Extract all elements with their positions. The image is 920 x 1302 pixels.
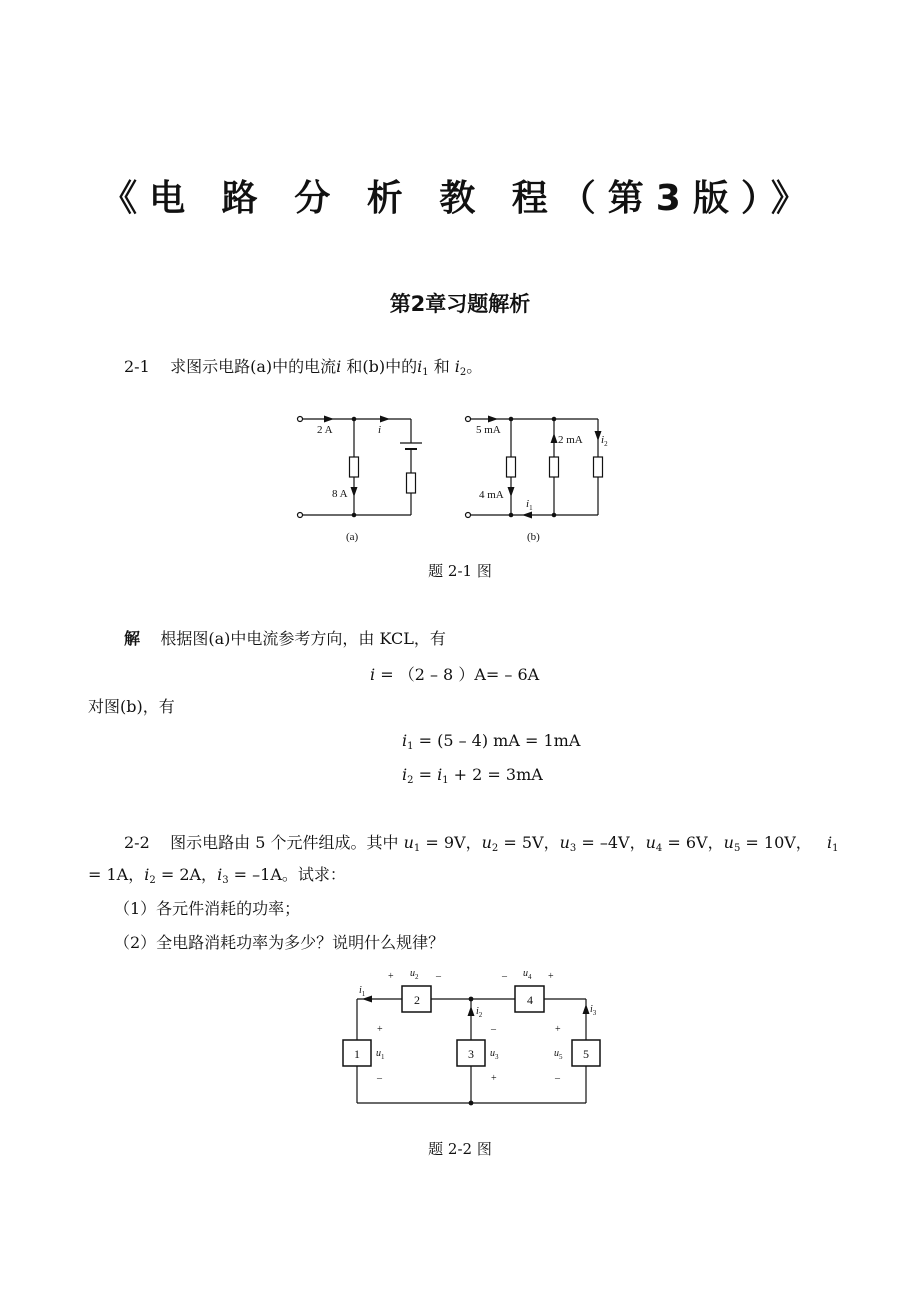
solution-label: 解 [124,629,141,648]
current-arrow [551,433,558,443]
terminal-node [466,513,471,518]
resistor [407,473,416,493]
element-label-2: 2 [414,993,420,1007]
figure-caption: 题 2-1 图 [428,562,492,580]
equation-2: $i_1 = (5 - 4)$ mA = 1mA [402,731,581,752]
document-title: 《电 路 分 析 教 程（第3版）》 [101,178,819,219]
current-arrow [380,416,390,423]
question-1: （1）各元件消耗的功率； [114,899,301,918]
label-2mA: 2 mA [558,434,583,446]
plus-sign: + [491,1073,497,1084]
figure-caption: 题 2-2 图 [428,1140,492,1158]
resistor [594,457,603,477]
current-arrow [351,487,358,497]
problem-text: 和(b)中的 [346,357,418,376]
label-2A: 2 A [317,424,333,436]
label-4mA: 4 mA [479,489,504,501]
solution-intro [124,629,446,649]
label-u3: $u_3$ [490,1048,499,1061]
question-2: （2）全电路消耗功率为多少？说明什么规律？ [114,933,445,952]
label-u1: $u_1$ [376,1048,385,1061]
current-arrow [522,512,532,519]
circuit-figure-2-1 [290,405,620,550]
label-8A: 8 A [332,488,348,500]
plus-sign: + [388,971,394,982]
label-i1: $i_1$ [359,985,366,998]
problem-number: 2-1 [124,357,150,376]
element-label-3: 3 [468,1047,474,1061]
subscript: 1 [422,367,429,378]
label-u4: $u_4$ [523,968,532,981]
element-label-1: 1 [354,1047,360,1061]
equation-1: i = （2 – 8 ）A= – 6A [370,665,540,684]
current-arrow [468,1006,475,1016]
label-i2: $i_2$ [601,434,608,448]
problem-text: 和 [433,357,450,376]
minus-sign: – [436,971,441,982]
subscript: 2 [459,367,467,378]
current-arrow [583,1004,590,1014]
minus-sign: – [502,971,507,982]
terminal-node [466,417,471,422]
plus-sign: + [377,1024,383,1035]
label-i3: $i_3$ [590,1004,597,1017]
var-i2: i [454,357,460,376]
label-i2: $i_2$ [476,1006,483,1019]
solution-text: 对图(b)，有 [88,697,175,716]
terminal-node [298,417,303,422]
minus-sign: – [377,1073,382,1084]
minus-sign: – [491,1024,496,1035]
var-i1: $i_1$ [827,833,839,854]
terminal-node [298,513,303,518]
current-arrow [488,416,498,423]
label-u5: $u_5$ [554,1048,563,1061]
resistor [550,457,559,477]
var-i: i [336,357,342,376]
equation-3: $i_2 = i_1 + 2 = 3mA$ [402,765,543,786]
label-u2: $u_2$ [410,968,419,981]
minus-sign: – [555,1073,560,1084]
resistor [507,457,516,477]
resistor [350,457,359,477]
element-label-4: 4 [527,993,533,1007]
label-i1: $i_1$ [526,498,533,512]
chapter-heading: 第2章习题解析 [389,292,531,316]
plus-sign: + [555,1024,561,1035]
current-arrow [324,416,334,423]
problem-text: 。 [466,357,483,376]
element-label-5: 5 [583,1047,589,1061]
var-i1: i [417,357,423,376]
circuit-figure-2-2 [340,962,610,1112]
problem-2-1 [124,357,482,383]
plus-sign: + [548,971,554,982]
solution-text: 根据图(a)中电流参考方向，由 KCL，有 [160,629,446,648]
current-arrow [508,487,515,497]
label-5mA: 5 mA [476,424,501,436]
subfigure-a: (a) [346,531,359,543]
problem-2-2-line1: 2-2 图示电路由 5 个元件组成。其中 $u_1 = 9V$，$u_2 = 5V$，$u_3 = -4V$，$u_4 = 6V$，$u_5 = 10V$， [124,833,812,854]
subfigure-b: (b) [527,531,540,543]
label-i: i [378,424,382,436]
problem-text: 求图示电路(a)中的电流 [170,357,337,376]
problem-2-2-line2: = 1A，$i_2 = 2A$，$i_3 = -1A$。试求： [88,865,346,886]
